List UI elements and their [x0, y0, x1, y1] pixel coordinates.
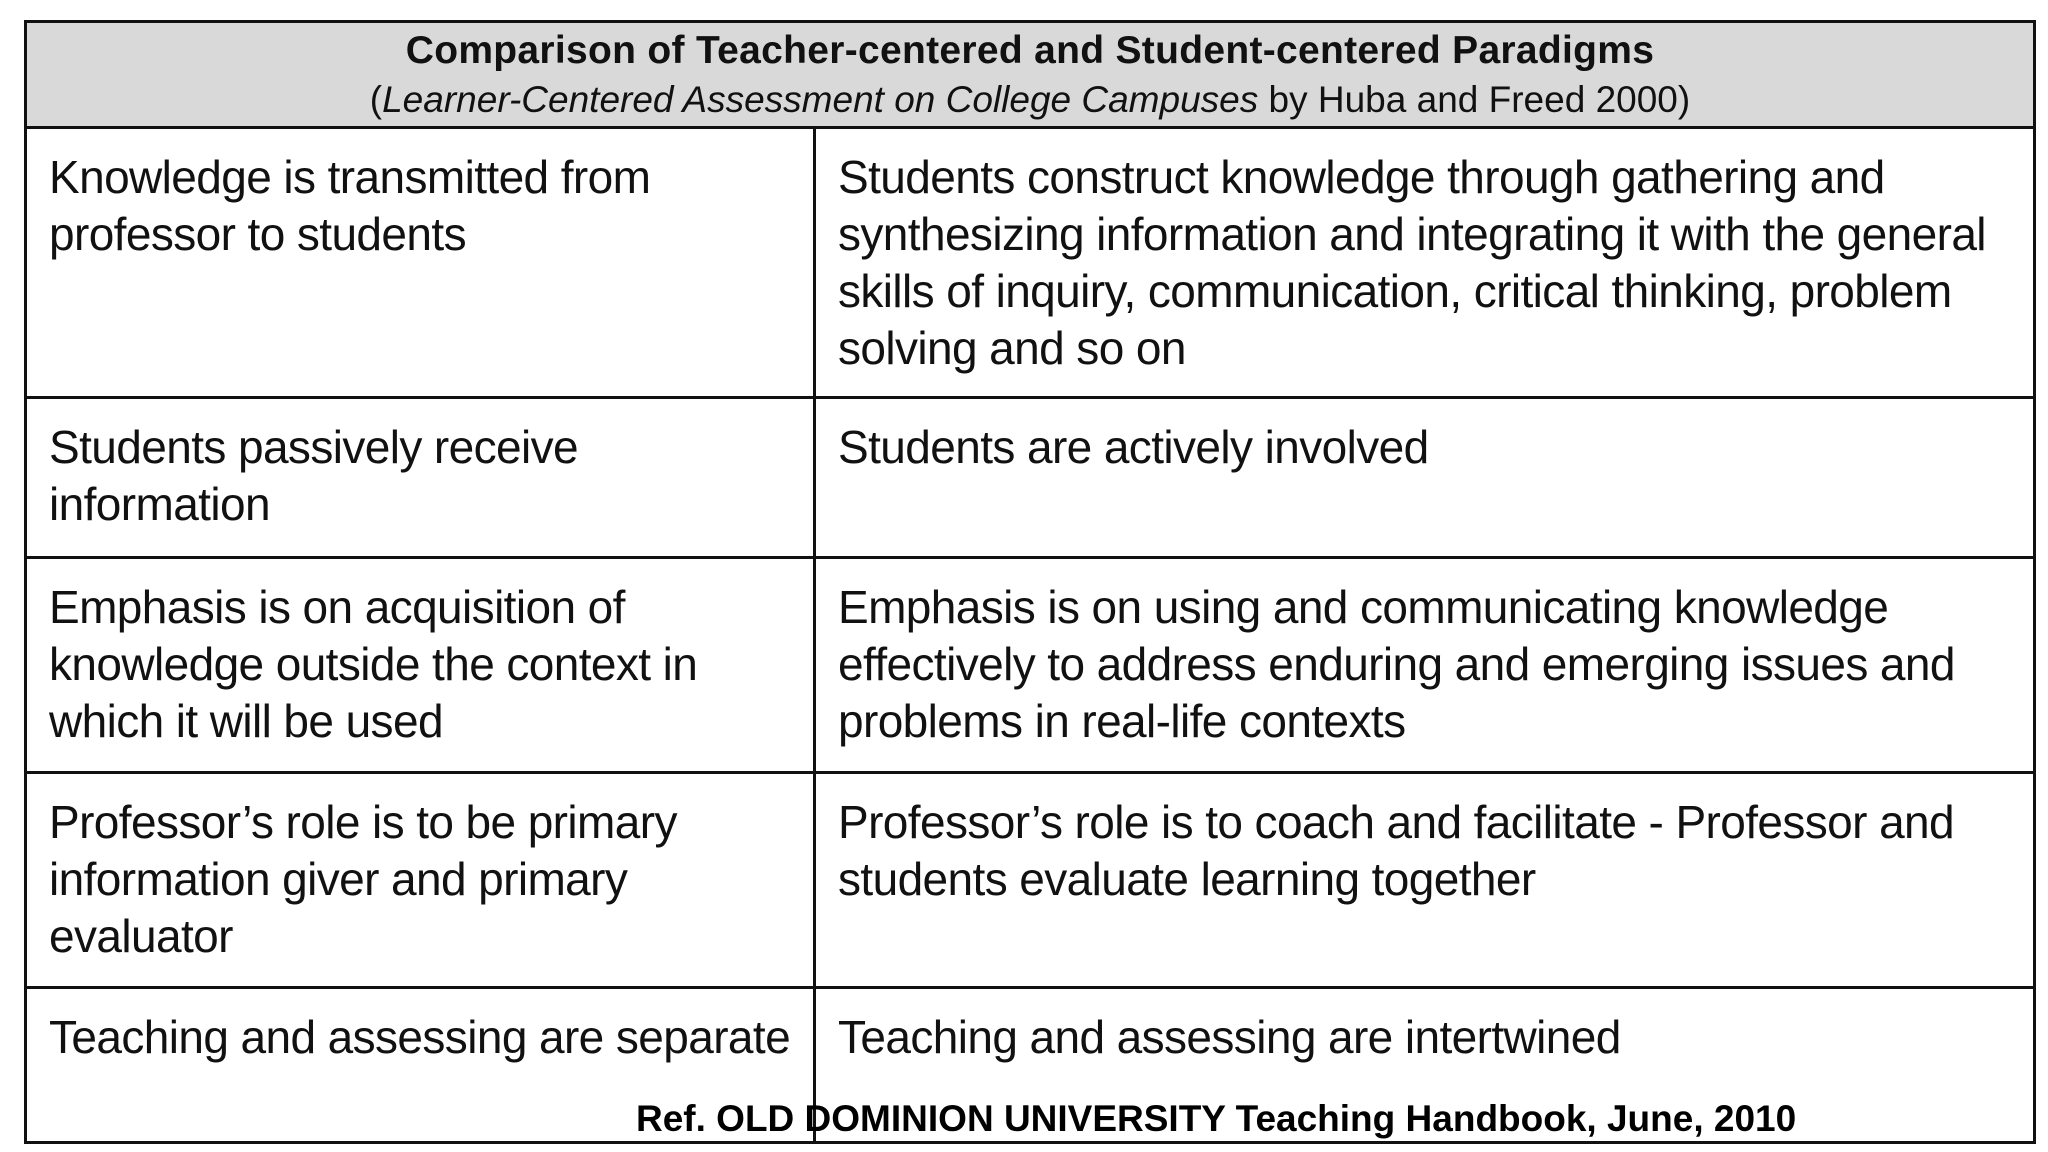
student-centered-cell: Professor’s role is to coach and facilitate - Professor and students evaluate learning together — [838, 796, 1955, 905]
student-centered-cell: Students construct knowledge through gathering and synthesizing information and integrating it with the general skills of inquiry, communication, critical thinking, problem solving and so on — [838, 151, 1986, 374]
student-centered-cell: Emphasis is on using and communicating knowledge effectively to address enduring and emerging issues and problems in real-life contexts — [838, 581, 1955, 747]
table-row — [27, 129, 2033, 399]
reference-citation: Ref. OLD DOMINION UNIVERSITY Teaching Handbook, June, 2010 — [636, 1098, 1797, 1139]
subtitle-authors: by Huba and Freed 2000) — [1258, 78, 1691, 120]
student-centered-cell: Teaching and assessing are intertwined — [838, 1011, 1621, 1063]
table-title: Comparison of Teacher-centered and Student-centered Paradigms — [405, 28, 1655, 72]
subtitle-book-title: Learner-Centered Assessment on College Campuses — [382, 78, 1259, 120]
teacher-centered-cell: Emphasis is on acquisition of knowledge outside the context in which it will be used — [27, 559, 816, 771]
student-centered-cell: Students are actively involved — [838, 421, 1429, 473]
table-row — [27, 774, 2033, 989]
teacher-centered-cell: Knowledge is transmitted from professor to students — [27, 129, 816, 396]
table-row — [27, 559, 2033, 774]
table-row — [27, 399, 2033, 559]
table-header — [27, 23, 2033, 129]
teacher-centered-cell: Teaching and assessing are separate — [27, 989, 816, 1141]
table-subtitle — [370, 76, 1690, 124]
teacher-centered-cell: Students passively receive information — [27, 399, 816, 556]
subtitle-open-paren: ( — [369, 78, 383, 120]
comparison-table — [24, 20, 2036, 1144]
teacher-centered-cell: Professor’s role is to be primary information giver and primary evaluator — [27, 774, 816, 986]
